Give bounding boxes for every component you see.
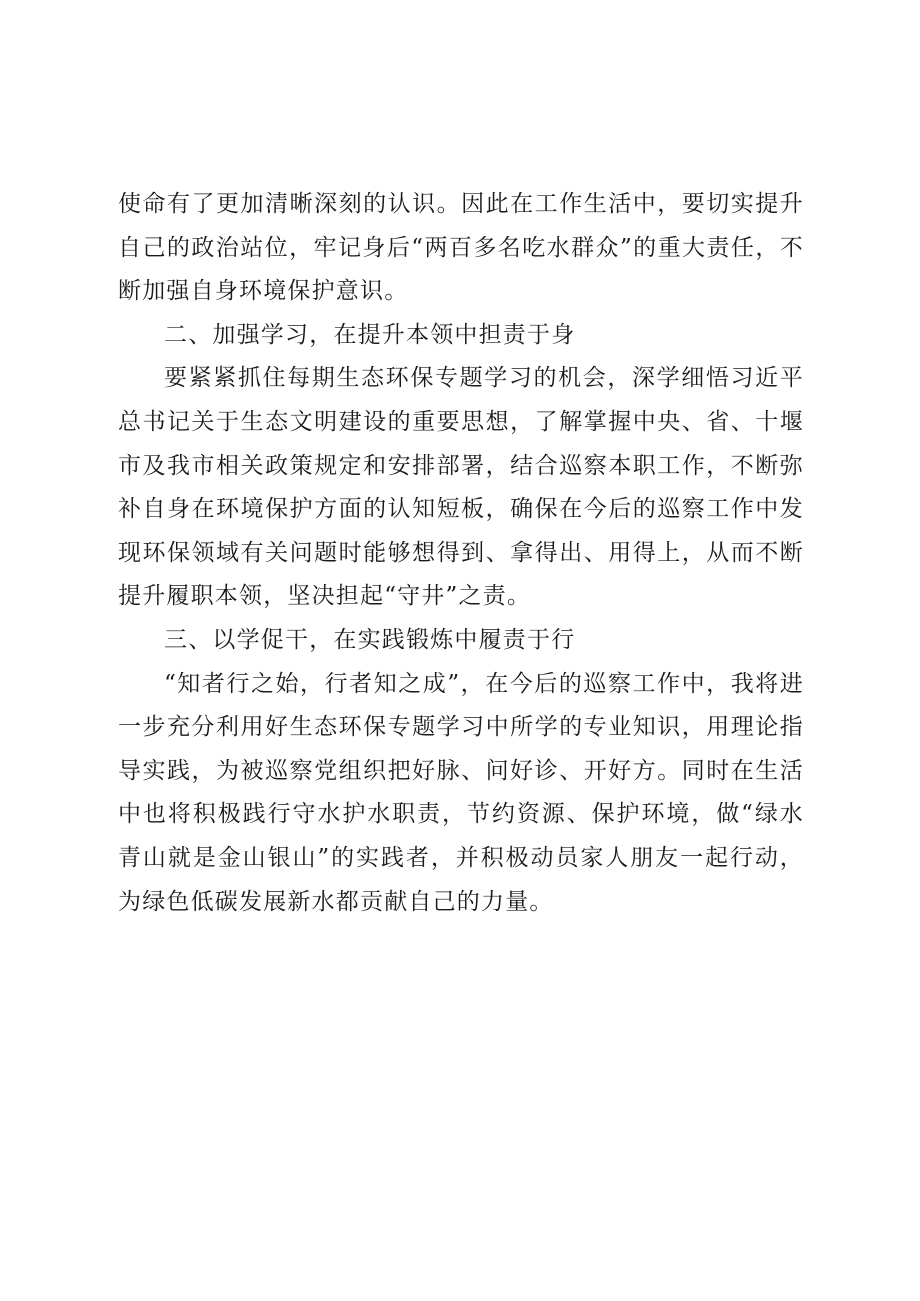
- paragraph-continuation: 使命有了更加清晰深刻的认识。因此在工作生活中，要切实提升自己的政治站位，牢记身后“两百多名吃水群众”的重大责任，不断加强自身环境保护意识。: [118, 191, 804, 305]
- section-heading-two: 二、加强学习，在提升本领中担责于身: [164, 321, 576, 348]
- paragraph-practice: “知者行之始，行者知之成”，在今后的巡察工作中，我将进一步充分利用好生态环保专题学习中所学的专业知识，用理论指导实践，为被巡察党组织把好脉、问好诊、开好方。同时在生活中也将积极践行守水护水职责，节约资源、保护环境，做“绿水青山就是金山银山”的实践者，并积极动员家人朋友一起行动，为绿色低碳发展新水都贡献自己的力量。: [118, 670, 804, 915]
- document-body: [118, 183, 804, 924]
- section-heading-three: 三、以学促干，在实践锻炼中履责于行: [164, 626, 576, 653]
- paragraph-study: 要紧紧抓住每期生态环保专题学习的机会，深学细悟习近平总书记关于生态文明建设的重要思想，了解掌握中央、省、十堰市及我市相关政策规定和安排部署，结合巡察本职工作，不断弥补自身在环境保护方面的认知短板，确保在今后的巡察工作中发现环保领域有关问题时能够想得到、拿得出、用得上，从而不断提升履职本领，坚决担起“守井”之责。: [118, 365, 804, 610]
